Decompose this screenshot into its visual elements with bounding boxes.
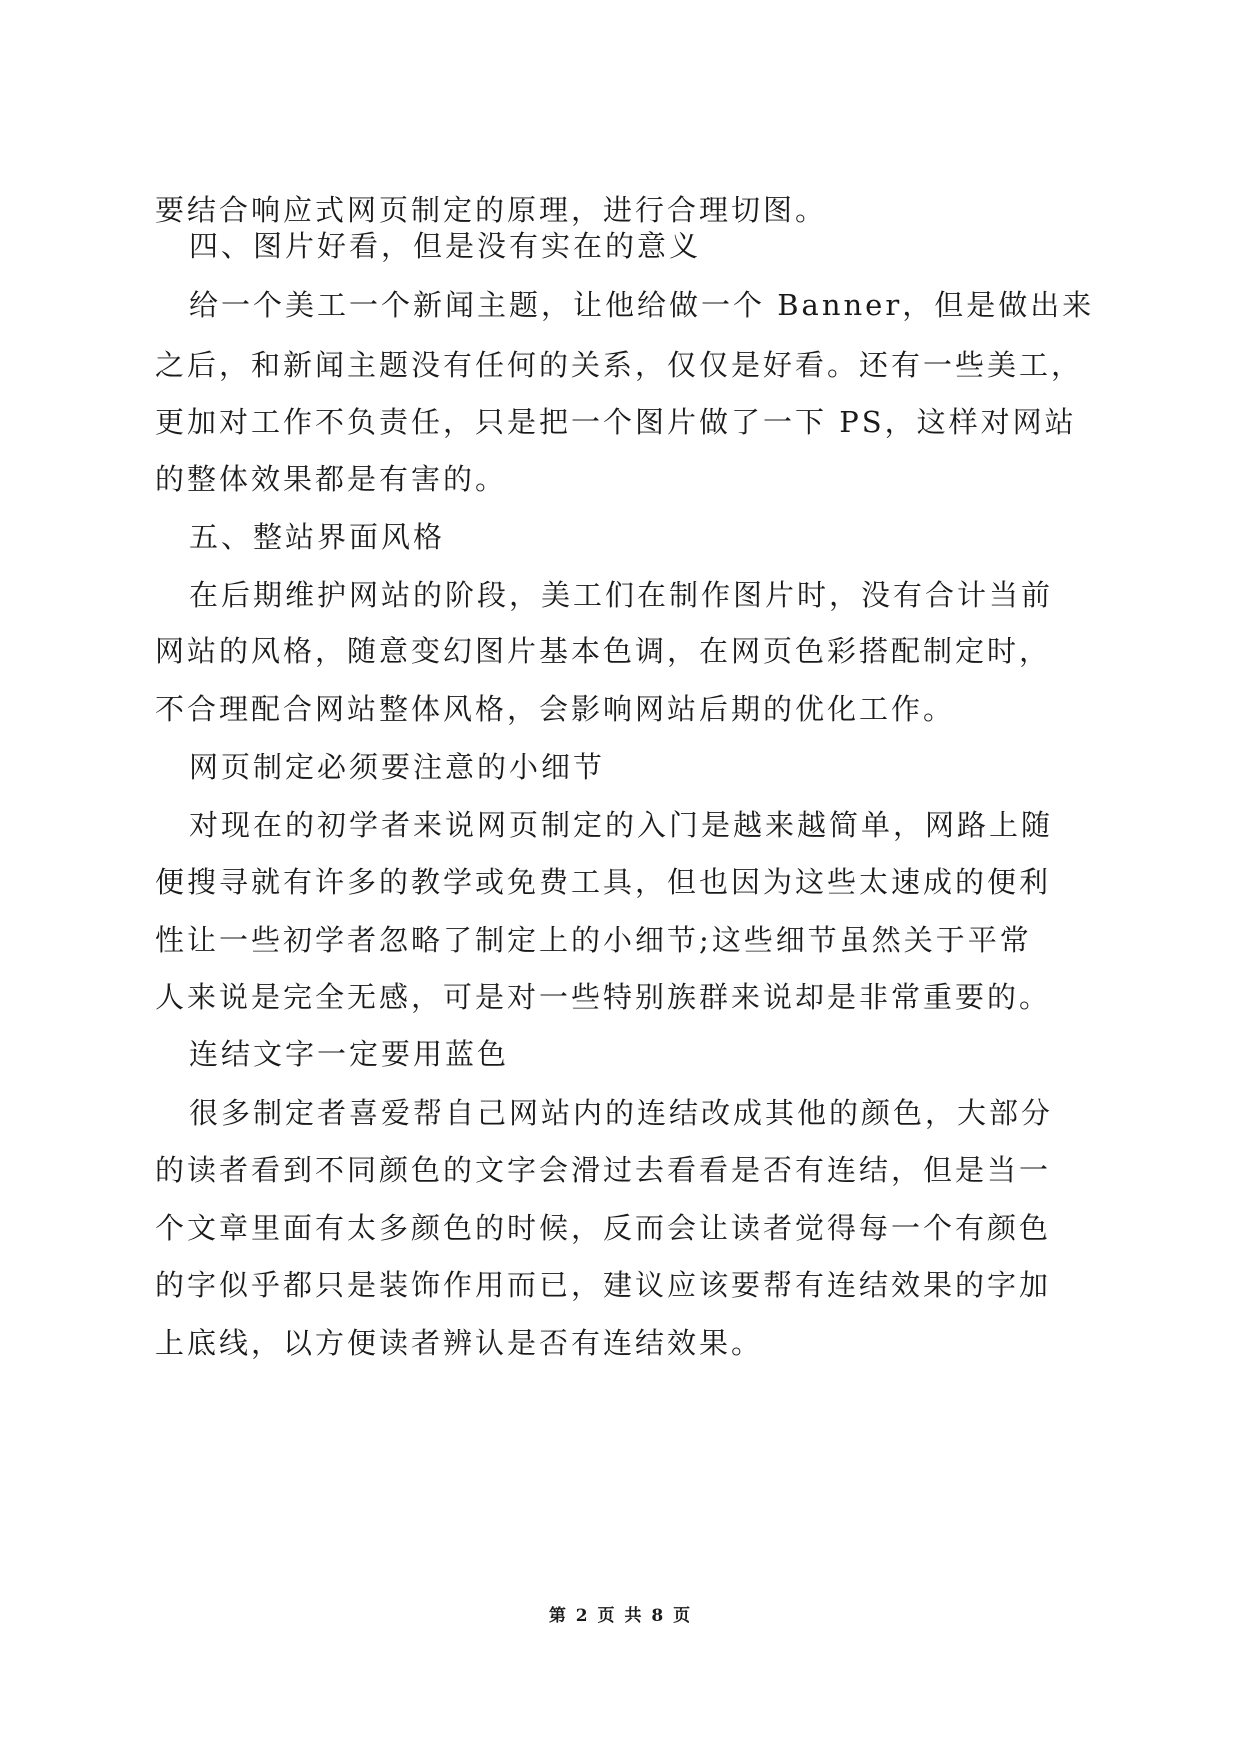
body-line-10: 不合理配合网站整体风格，会影响网站后期的优化工作。 xyxy=(155,692,956,726)
body-line-19: 个文章里面有太多颜色的时候，反而会让读者觉得每一个有颜色 xyxy=(155,1211,1052,1245)
body-line-17: 很多制定者喜爱帮自己网站内的连结改成其他的颜色，大部分 xyxy=(189,1096,1054,1130)
section-heading-link-color: 连结文字一定要用蓝色 xyxy=(189,1037,510,1071)
section-heading-four: 四、图片好看，但是没有实在的意义 xyxy=(189,229,702,263)
body-line-4: 之后，和新闻主题没有任何的关系，仅仅是好看。还有一些美工， xyxy=(155,348,1084,382)
body-line-5: 更加对工作不负责任，只是把一个图片做了一下 PS，这样对网站 xyxy=(155,405,1077,439)
body-line-3: 给一个美工一个新闻主题，让他给做一个 Banner，但是做出来 xyxy=(189,288,1095,322)
page-number-footer: 第 2 页 共 8 页 xyxy=(548,1606,693,1626)
body-line-18: 的读者看到不同颜色的文字会滑过去看看是否有连结，但是当一 xyxy=(155,1153,1052,1187)
body-line-9: 网站的风格，随意变幻图片基本色调，在网页色彩搭配制定时， xyxy=(155,634,1052,668)
body-line-15: 人来说是完全无感，可是对一些特别族群来说却是非常重要的。 xyxy=(155,980,1052,1014)
body-line-21: 上底线，以方便读者辨认是否有连结效果。 xyxy=(155,1326,764,1360)
body-line-1: 要结合响应式网页制定的原理，进行合理切图。 xyxy=(155,193,828,227)
section-heading-details: 网页制定必须要注意的小细节 xyxy=(189,750,606,784)
section-heading-five: 五、整站界面风格 xyxy=(189,520,446,554)
body-line-13: 便搜寻就有许多的教学或免费工具，但也因为这些太速成的便利 xyxy=(155,865,1052,899)
body-line-14: 性让一些初学者忽略了制定上的小细节;这些细节虽然关于平常 xyxy=(155,923,1032,957)
body-line-8: 在后期维护网站的阶段，美工们在制作图片时，没有合计当前 xyxy=(189,578,1054,612)
body-line-20: 的字似乎都只是装饰作用而已，建议应该要帮有连结效果的字加 xyxy=(155,1268,1052,1302)
body-line-12: 对现在的初学者来说网页制定的入门是越来越简单，网路上随 xyxy=(189,808,1054,842)
body-line-6: 的整体效果都是有害的。 xyxy=(155,462,508,496)
